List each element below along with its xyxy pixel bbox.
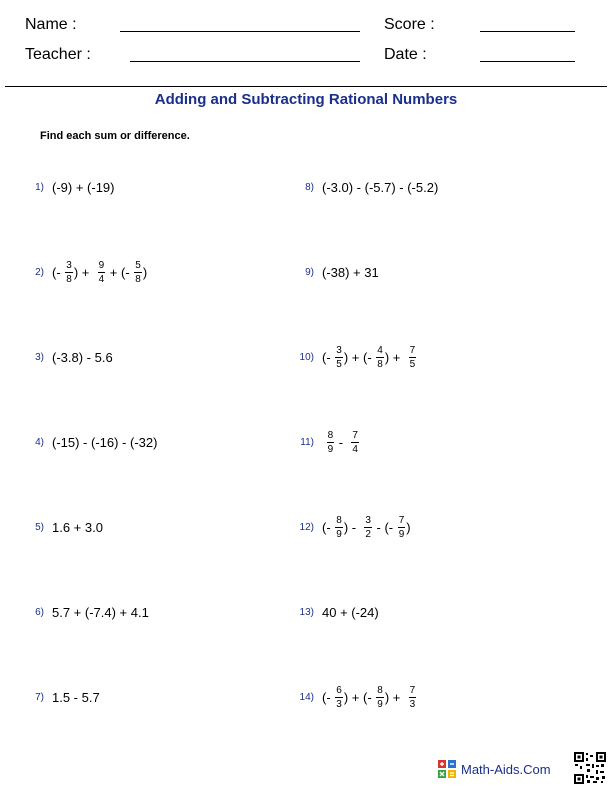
worksheet-title: Adding and Subtracting Rational Numbers — [154, 91, 458, 108]
expression-text: ) — [142, 264, 148, 280]
fraction-numerator: 7 — [409, 684, 416, 696]
fraction-numerator: 3 — [336, 344, 342, 356]
problem-3 — [20, 342, 113, 372]
expression-text: (-38) + 31 — [322, 264, 379, 280]
problem-number: 5) — [35, 521, 44, 533]
fraction-numerator: 6 — [336, 684, 342, 696]
problem-expression — [52, 180, 114, 195]
expression-text: 40 + (-24) — [322, 604, 379, 620]
expression-text: 5.7 + (-7.4) + 4.1 — [52, 604, 149, 620]
fraction-numerator: 3 — [66, 259, 72, 271]
problem-expression — [52, 350, 113, 365]
problem-11 — [290, 427, 360, 457]
fraction — [98, 260, 106, 285]
problem-4 — [20, 427, 157, 457]
problem-8 — [290, 172, 438, 202]
problem-5 — [20, 512, 103, 542]
fraction — [327, 430, 335, 455]
problem-number: 4) — [35, 436, 44, 448]
problem-expression — [322, 685, 417, 710]
fraction-denominator: 4 — [352, 443, 358, 455]
score-field-line[interactable] — [480, 31, 575, 32]
fraction-numerator: 5 — [135, 259, 141, 271]
problem-number: 9) — [305, 266, 314, 278]
fraction-denominator: 3 — [336, 698, 342, 710]
fraction-numerator: 7 — [409, 344, 416, 356]
problem-6 — [20, 597, 149, 627]
calculator-icon — [438, 760, 456, 778]
problem-number: 2) — [35, 266, 44, 278]
date-field-line[interactable] — [480, 61, 575, 62]
expression-text: - (- — [372, 519, 397, 535]
problem-expression — [52, 520, 103, 535]
problem-expression — [322, 430, 360, 455]
problem-7 — [20, 682, 100, 712]
problem-2 — [20, 257, 147, 287]
expression-text: ) + — [384, 689, 408, 705]
expression-text: (- — [322, 349, 335, 365]
problem-number: 3) — [35, 351, 44, 363]
problem-expression — [52, 260, 147, 285]
problem-10 — [290, 342, 417, 372]
fraction — [409, 685, 417, 710]
expression-text: - — [335, 434, 351, 450]
fraction — [398, 515, 406, 540]
expression-text: (-3.0) - (-5.7) - (-5.2) — [322, 179, 439, 195]
problem-expression — [322, 345, 417, 370]
instructions: Find each sum or difference. — [40, 130, 190, 142]
expression-text: ) + — [73, 264, 97, 280]
expression-text: (-9) + (-19) — [52, 179, 115, 195]
fraction — [134, 260, 142, 285]
fraction-numerator: 8 — [336, 514, 342, 526]
problem-number: 6) — [35, 606, 44, 618]
expression-text: (-3.8) - 5.6 — [52, 349, 113, 365]
problem-expression — [52, 435, 157, 450]
expression-text: + (- — [106, 264, 134, 280]
expression-text — [322, 435, 326, 450]
fraction-numerator: 9 — [98, 259, 105, 271]
problem-13 — [290, 597, 379, 627]
fraction-numerator: 7 — [352, 429, 358, 441]
date-label: Date : — [384, 46, 427, 63]
fraction — [351, 430, 359, 455]
teacher-label: Teacher : — [25, 46, 91, 63]
problem-expression — [322, 180, 438, 195]
expression-text: ) — [406, 519, 411, 535]
expression-text: ) + (- — [343, 349, 376, 365]
fraction-denominator: 9 — [336, 528, 342, 540]
expression-text: ) + (- — [343, 689, 376, 705]
fraction-denominator: 4 — [98, 273, 105, 285]
fraction-numerator: 7 — [398, 514, 405, 526]
problem-number: 10) — [299, 351, 314, 363]
fraction-denominator: 8 — [377, 358, 383, 370]
problem-number: 13) — [299, 606, 314, 618]
problem-number: 7) — [35, 691, 44, 703]
footer-brand — [438, 760, 551, 778]
fraction-denominator: 9 — [377, 698, 383, 710]
fraction-numerator: 3 — [365, 514, 371, 526]
problem-expression — [322, 515, 411, 540]
fraction-denominator: 5 — [336, 358, 342, 370]
name-label: Name : — [25, 16, 77, 33]
qr-code-icon — [574, 752, 606, 784]
problem-expression — [52, 605, 149, 620]
fraction — [364, 515, 372, 540]
fraction — [65, 260, 73, 285]
problem-number: 12) — [299, 521, 314, 533]
name-field-line[interactable] — [120, 31, 360, 32]
fraction-denominator: 2 — [365, 528, 371, 540]
problem-12 — [290, 512, 411, 542]
fraction — [335, 685, 343, 710]
expression-text: (- — [322, 689, 335, 705]
problem-number: 14) — [299, 691, 314, 703]
problem-expression — [52, 690, 100, 705]
expression-text: ) - — [343, 519, 364, 535]
fraction — [409, 345, 417, 370]
expression-text: (- — [52, 264, 65, 280]
fraction-denominator: 9 — [327, 443, 334, 455]
header-divider — [5, 86, 607, 87]
teacher-field-line[interactable] — [130, 61, 360, 62]
score-label: Score : — [384, 16, 435, 33]
fraction-denominator: 8 — [66, 273, 72, 285]
fraction-numerator: 8 — [377, 684, 383, 696]
fraction — [335, 345, 343, 370]
fraction-denominator: 9 — [398, 528, 405, 540]
problem-number: 1) — [35, 181, 44, 193]
brand-name[interactable]: Math-Aids.Com — [461, 761, 551, 777]
fraction — [376, 685, 384, 710]
fraction-numerator: 4 — [377, 344, 383, 356]
fraction — [335, 515, 343, 540]
expression-text: 1.6 + 3.0 — [52, 519, 103, 535]
problem-number: 8) — [305, 181, 314, 193]
problem-number: 11) — [300, 436, 314, 448]
expression-text: (- — [322, 519, 335, 535]
problem-14 — [290, 682, 417, 712]
fraction-denominator: 3 — [409, 698, 416, 710]
fraction — [376, 345, 384, 370]
expression-text: 1.5 - 5.7 — [52, 689, 100, 705]
problem-expression — [322, 605, 379, 620]
problem-expression — [322, 265, 379, 280]
expression-text: ) + — [384, 349, 408, 365]
problem-9 — [290, 257, 379, 287]
fraction-denominator: 5 — [409, 358, 416, 370]
expression-text: (-15) - (-16) - (-32) — [52, 434, 158, 450]
problem-1 — [20, 172, 114, 202]
fraction-numerator: 8 — [327, 429, 334, 441]
fraction-denominator: 8 — [135, 273, 141, 285]
